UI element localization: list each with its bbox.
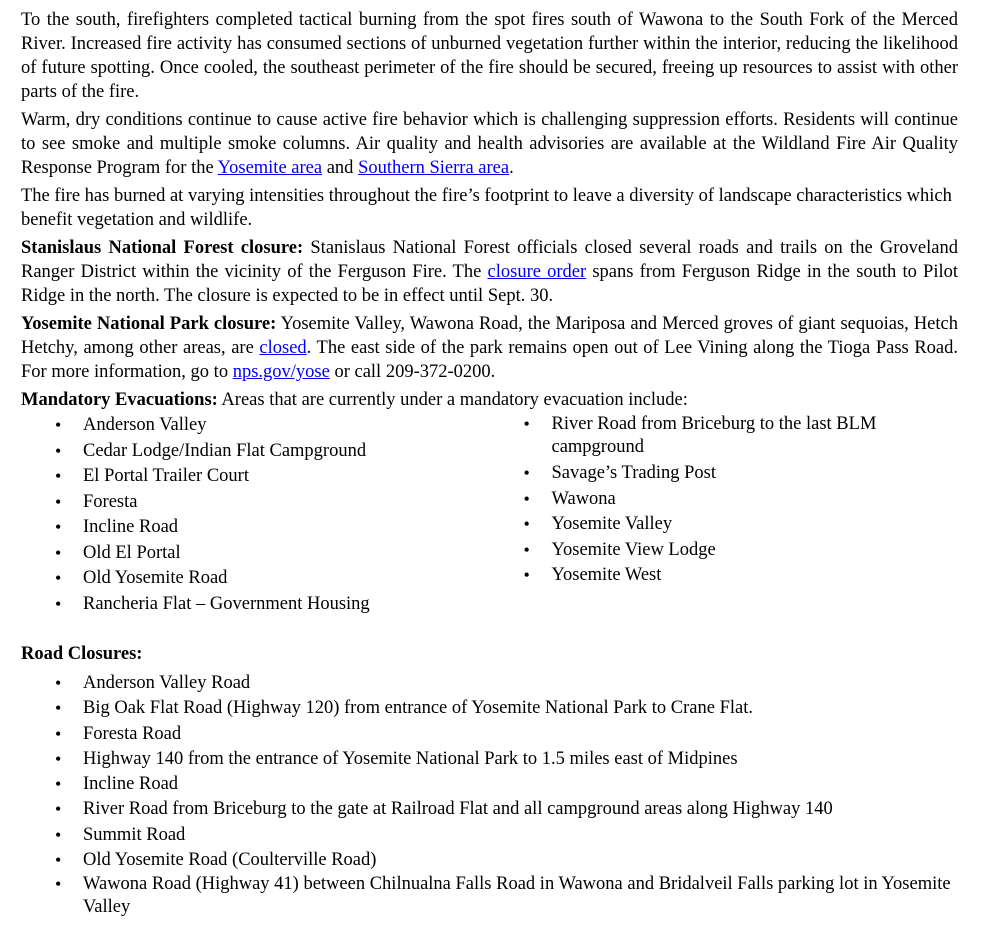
list-item: • Big Oak Flat Road (Highway 120) from entrance of Yosemite National Park to Crane Flat. — [21, 696, 958, 721]
list-item: • Foresta — [21, 490, 490, 516]
paragraph-yosemite-closure — [21, 312, 958, 384]
list-item: • Yosemite West — [490, 563, 959, 589]
road-closures-paragraph — [21, 642, 958, 666]
closed-link[interactable]: closed — [259, 338, 307, 358]
closure-order-link[interactable]: closure order — [487, 262, 587, 282]
paragraph-air-quality — [21, 108, 958, 180]
stanislaus-closure-heading: Stanislaus National Forest closure: — [21, 238, 304, 258]
evacuation-lists — [21, 413, 958, 617]
evacuations-heading: Mandatory Evacuations: — [21, 390, 218, 410]
air-quality-and: and — [322, 158, 359, 178]
list-item: • Summit Road — [21, 823, 958, 848]
list-item: • Savage’s Trading Post — [490, 461, 959, 487]
list-item: • Cedar Lodge/Indian Flat Campground — [21, 439, 490, 465]
evacuations-intro: Areas that are currently under a mandatory evacuation include: — [217, 390, 688, 410]
yosemite-area-link[interactable]: Yosemite area — [217, 158, 323, 178]
stanislaus-text-1: Stanislaus National Forest officials closed several roads and trails on the Groveland Ranger District within the vicinity of the Ferguson Fire. The — [21, 238, 958, 282]
list-item: • Rancheria Flat – Government Housing — [21, 592, 490, 618]
evacuation-list-right-column — [490, 413, 959, 617]
list-item: • Old Yosemite Road — [21, 566, 490, 592]
air-quality-text: Warm, dry conditions continue to cause active fire behavior which is challenging suppression efforts. Residents will continue to see smoke and multiple smoke columns. Air quality and health advisories are available at the Wildland Fire Air Quality Response Program for the — [21, 110, 958, 178]
list-item: • Yosemite Valley — [490, 512, 959, 538]
list-item: • Highway 140 from the entrance of Yosemite National Park to 1.5 miles east of Midpines — [21, 747, 958, 772]
paragraph-stanislaus-closure — [21, 236, 958, 308]
list-item: • River Road from Briceburg to the last BLM campground — [490, 413, 959, 461]
evacuation-list-left-column — [21, 413, 490, 617]
evacuation-list-right — [490, 413, 959, 589]
list-item: • Yosemite View Lodge — [490, 538, 959, 564]
list-item: • Anderson Valley — [21, 413, 490, 439]
list-item: • Anderson Valley Road — [21, 671, 958, 696]
list-item: • El Portal Trailer Court — [21, 464, 490, 490]
list-item: • Old Yosemite Road (Coulterville Road) — [21, 848, 958, 873]
yosemite-text-2: . The east side of the park remains open out of Lee Vining along the Tioga Pass Road. For more information, go to — [21, 338, 958, 382]
paragraph-mandatory-evacuations — [21, 388, 958, 412]
road-closures-heading: Road Closures: — [21, 644, 143, 664]
southern-sierra-area-link[interactable]: Southern Sierra area — [358, 158, 510, 178]
air-quality-end: . — [509, 158, 514, 178]
paragraph-south-tactical-burning: To the south, firefighters completed tactical burning from the spot fires south of Wawona to the South Fork of the Merced River. Increased fire activity has consumed sections of unburned vegetation further within the interior, reducing the likelihood of future spotting. Once cooled, the southeast perimeter of the fire should be secured, freeing up resources to assist with other parts of the fire. — [21, 10, 958, 102]
nps-gov-yose-link[interactable]: nps.gov/yose — [232, 362, 330, 382]
list-item: • River Road from Briceburg to the gate at Railroad Flat and all campground areas along Highway 140 — [21, 797, 958, 822]
road-closures-list — [21, 671, 958, 919]
list-item: • Incline Road — [21, 515, 490, 541]
yosemite-text-3: or call 209-372-0200. — [329, 362, 496, 382]
list-item: • Wawona — [490, 487, 959, 513]
paragraph-fire-footprint: The fire has burned at varying intensities throughout the fire’s footprint to leave a diversity of landscape characteristics which benefit vegetation and wildlife. — [21, 186, 952, 230]
stanislaus-text-2: spans from Ferguson Ridge in the south to Pilot Ridge in the north. The closure is expected to be in effect until Sept. 30. — [21, 262, 958, 306]
evacuation-list-left — [21, 413, 490, 617]
yosemite-text-1: Yosemite Valley, Wawona Road, the Mariposa and Merced groves of giant sequoias, Hetch Hetchy, among other areas, are — [21, 314, 958, 358]
yosemite-closure-heading: Yosemite National Park closure: — [21, 314, 277, 334]
list-item: • Incline Road — [21, 772, 958, 797]
list-item: • Old El Portal — [21, 541, 490, 567]
list-item: • Wawona Road (Highway 41) between Chilnualna Falls Road in Wawona and Bridalveil Falls parking lot in Yosemite Valley — [21, 873, 958, 919]
list-item: • Foresta Road — [21, 722, 958, 747]
